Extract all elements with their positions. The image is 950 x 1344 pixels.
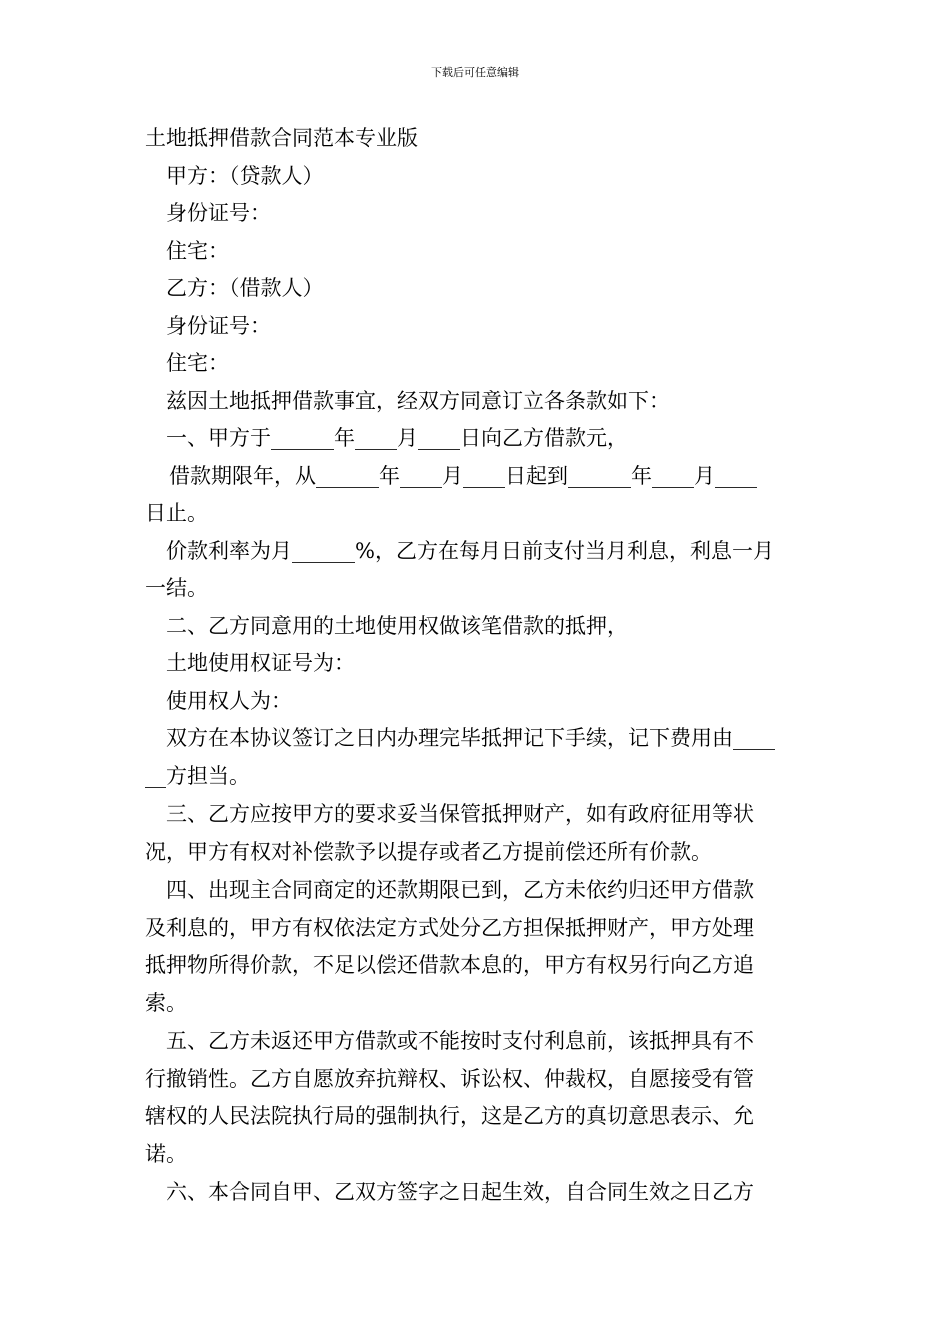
clause-5-line-4: 诺。 xyxy=(145,1141,187,1166)
clause-4-line-4: 索。 xyxy=(145,990,187,1015)
clause-6-line-1: 六、本合同自甲、乙双方签字之日起生效，自合同生效之日乙方 xyxy=(166,1180,754,1204)
clause-2-line-1: 二、乙方同意用的土地使用权做该笔借款的抵押， xyxy=(166,613,628,638)
clause-1-line-2: 借款期限年，从______年____月____日起到______年____月____ xyxy=(169,463,757,488)
clause-2-line-4: 双方在本协议签订之日内办理完毕抵押记下手续，记下费用由____ xyxy=(166,726,775,750)
page-header: 下载后可任意编辑 xyxy=(431,66,519,79)
party-b-address-line: 住宅： xyxy=(166,351,229,375)
preamble-line: 兹因土地抵押借款事宜，经双方同意订立各条款如下： xyxy=(166,388,670,413)
clause-2-line-3: 使用权人为： xyxy=(166,688,292,713)
clause-4-line-2: 及利息的，甲方有权依法定方式处分乙方担保抵押财产，甲方处理 xyxy=(145,915,754,940)
clause-2-line-5: __方担当。 xyxy=(145,763,250,788)
party-a-address-line: 住宅： xyxy=(166,238,229,263)
party-a-id-line: 身份证号： xyxy=(166,201,271,225)
party-b-id-line: 身份证号： xyxy=(166,313,271,338)
clause-4-line-3: 抵押物所得价款，不足以偿还借款本息的，甲方有权另行向乙方追 xyxy=(145,953,754,977)
document-title: 土地抵押借款合同范本专业版 xyxy=(145,126,418,150)
party-b-line: 乙方：（借款人） xyxy=(166,276,324,300)
clause-3-line-2: 况，甲方有权对补偿款予以提存或者乙方提前偿还所有价款。 xyxy=(145,839,712,864)
clause-1-line-5: 一结。 xyxy=(145,576,208,600)
clause-1-line-1: 一、甲方于______年____月____日向乙方借款元， xyxy=(166,426,628,450)
party-a-line: 甲方：（贷款人） xyxy=(166,163,324,188)
document-body xyxy=(145,120,810,1212)
clause-4-line-1: 四、出现主合同商定的还款期限已到，乙方未依约归还甲方借款 xyxy=(166,878,754,902)
clause-1-line-3: 日止。 xyxy=(145,501,208,525)
clause-3-line-1: 三、乙方应按甲方的要求妥当保管抵押财产，如有政府征用等状 xyxy=(166,802,754,826)
clause-5-line-3: 辖权的人民法院执行局的强制执行，这是乙方的真切意思表示、允 xyxy=(145,1104,754,1128)
clause-1-line-4: 价款利率为月______%，乙方在每月日前支付当月利息，利息一月 xyxy=(166,538,774,563)
clause-5-line-2: 行撤销性。乙方自愿放弃抗辩权、诉讼权、仲裁权，自愿接受有管 xyxy=(145,1066,754,1091)
clause-2-line-2: 土地使用权证号为： xyxy=(166,651,355,675)
clause-5-line-1: 五、乙方未返还甲方借款或不能按时支付利息前，该抵押具有不 xyxy=(166,1029,754,1053)
